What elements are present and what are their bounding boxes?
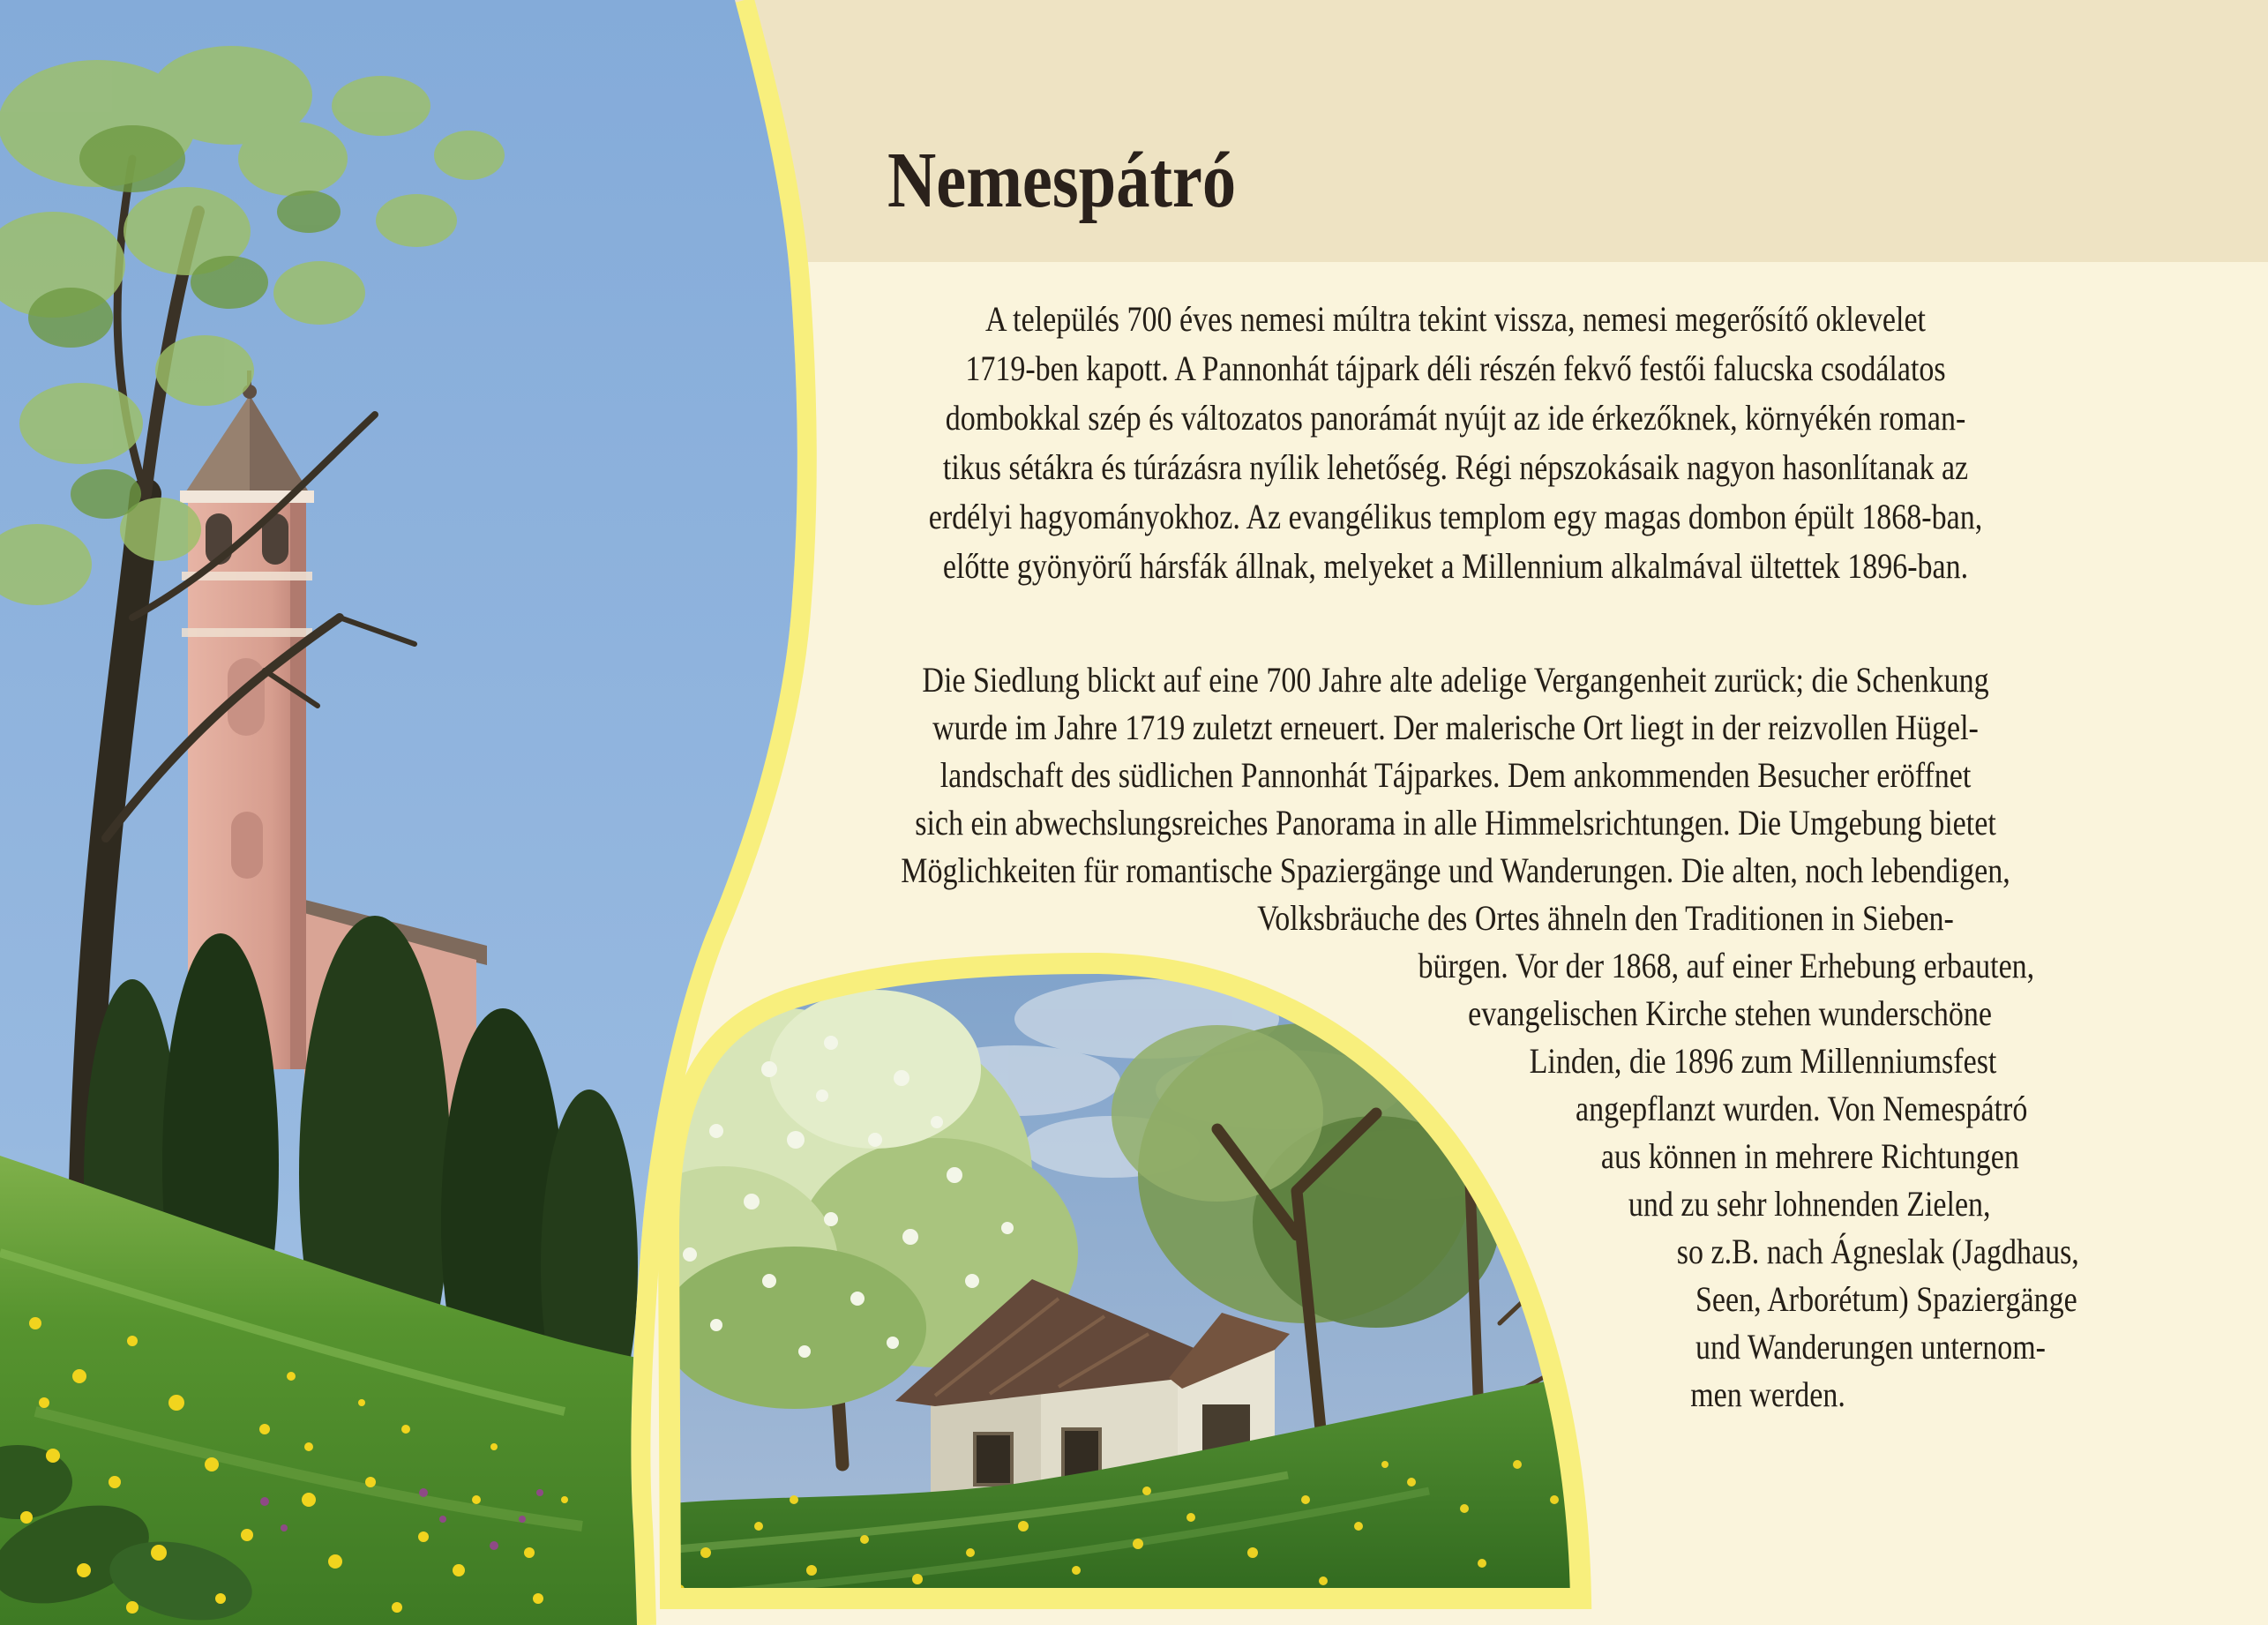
text-line: evangelischen Kirche stehen wunderschöne bbox=[1468, 993, 1993, 1033]
text-line: Volksbräuche des Ortes ähneln den Traditionen in Sieben- bbox=[1257, 898, 1954, 938]
text-line: Linden, die 1896 zum Millenniumsfest bbox=[1529, 1041, 1997, 1081]
text-line: Möglichkeiten für romantische Spaziergänge und Wanderungen. Die alten, noch lebendigen, bbox=[901, 850, 2010, 890]
text-line: A település 700 éves nemesi múltra tekint vissza, nemesi megerősítő oklevelet bbox=[984, 299, 1927, 339]
text-line: Seen, Arborétum) Spaziergänge bbox=[1695, 1279, 2077, 1319]
paragraph-hungarian bbox=[794, 295, 2117, 591]
text-line: előtte gyönyörű hársfák állnak, melyeket a Millennium alkalmával ültettek 1896-ban. bbox=[942, 546, 1969, 586]
text-line: tikus sétákra és túrázásra nyílik lehetőség. Régi népszokásaik nagyon hasonlítanak az bbox=[942, 447, 1969, 487]
text-line: dombokkal szép és változatos panorámát nyújt az ide érkezőknek, környékén roman- bbox=[945, 398, 1966, 438]
text-line: wurde im Jahre 1719 zuletzt erneuert. Der malerische Ort liegt in der reizvollen Hügel- bbox=[932, 708, 1979, 747]
text-line: angepflanzt wurden. Von Nemespátró bbox=[1576, 1089, 2028, 1128]
text-line: bürgen. Vor der 1868, auf einer Erhebung erbauten, bbox=[1418, 946, 2035, 985]
text-line: men werden. bbox=[1690, 1374, 1845, 1414]
text-line: aus können in mehrere Richtungen bbox=[1600, 1136, 2019, 1176]
paragraph-german bbox=[794, 656, 2117, 1419]
text-line: 1719-ben kapott. A Pannonhát tájpark déli részén fekvő festői falucska csodálatos bbox=[965, 348, 1946, 388]
text-line: so z.B. nach Ágneslak (Jagdhaus, bbox=[1676, 1232, 2079, 1271]
page-title: Nemespátró bbox=[887, 137, 1237, 224]
text-line: Die Siedlung blickt auf eine 700 Jahre alte adelige Vergangenheit zurück; die Schenkung bbox=[922, 660, 1989, 700]
text-line: landschaft des südlichen Pannonhát Tájparkes. Dem ankommenden Besucher eröffnet bbox=[939, 755, 1972, 795]
text-line: und zu sehr lohnenden Zielen, bbox=[1628, 1184, 1991, 1224]
text-line: und Wanderungen unternom- bbox=[1695, 1327, 2046, 1367]
text-line: erdélyi hagyományokhoz. Az evangélikus templom egy magas dombon épült 1868-ban, bbox=[928, 497, 1983, 536]
text-line: sich ein abwechslungsreiches Panorama in alle Himmelsrichtungen. Die Umgebung bietet bbox=[915, 803, 1996, 842]
